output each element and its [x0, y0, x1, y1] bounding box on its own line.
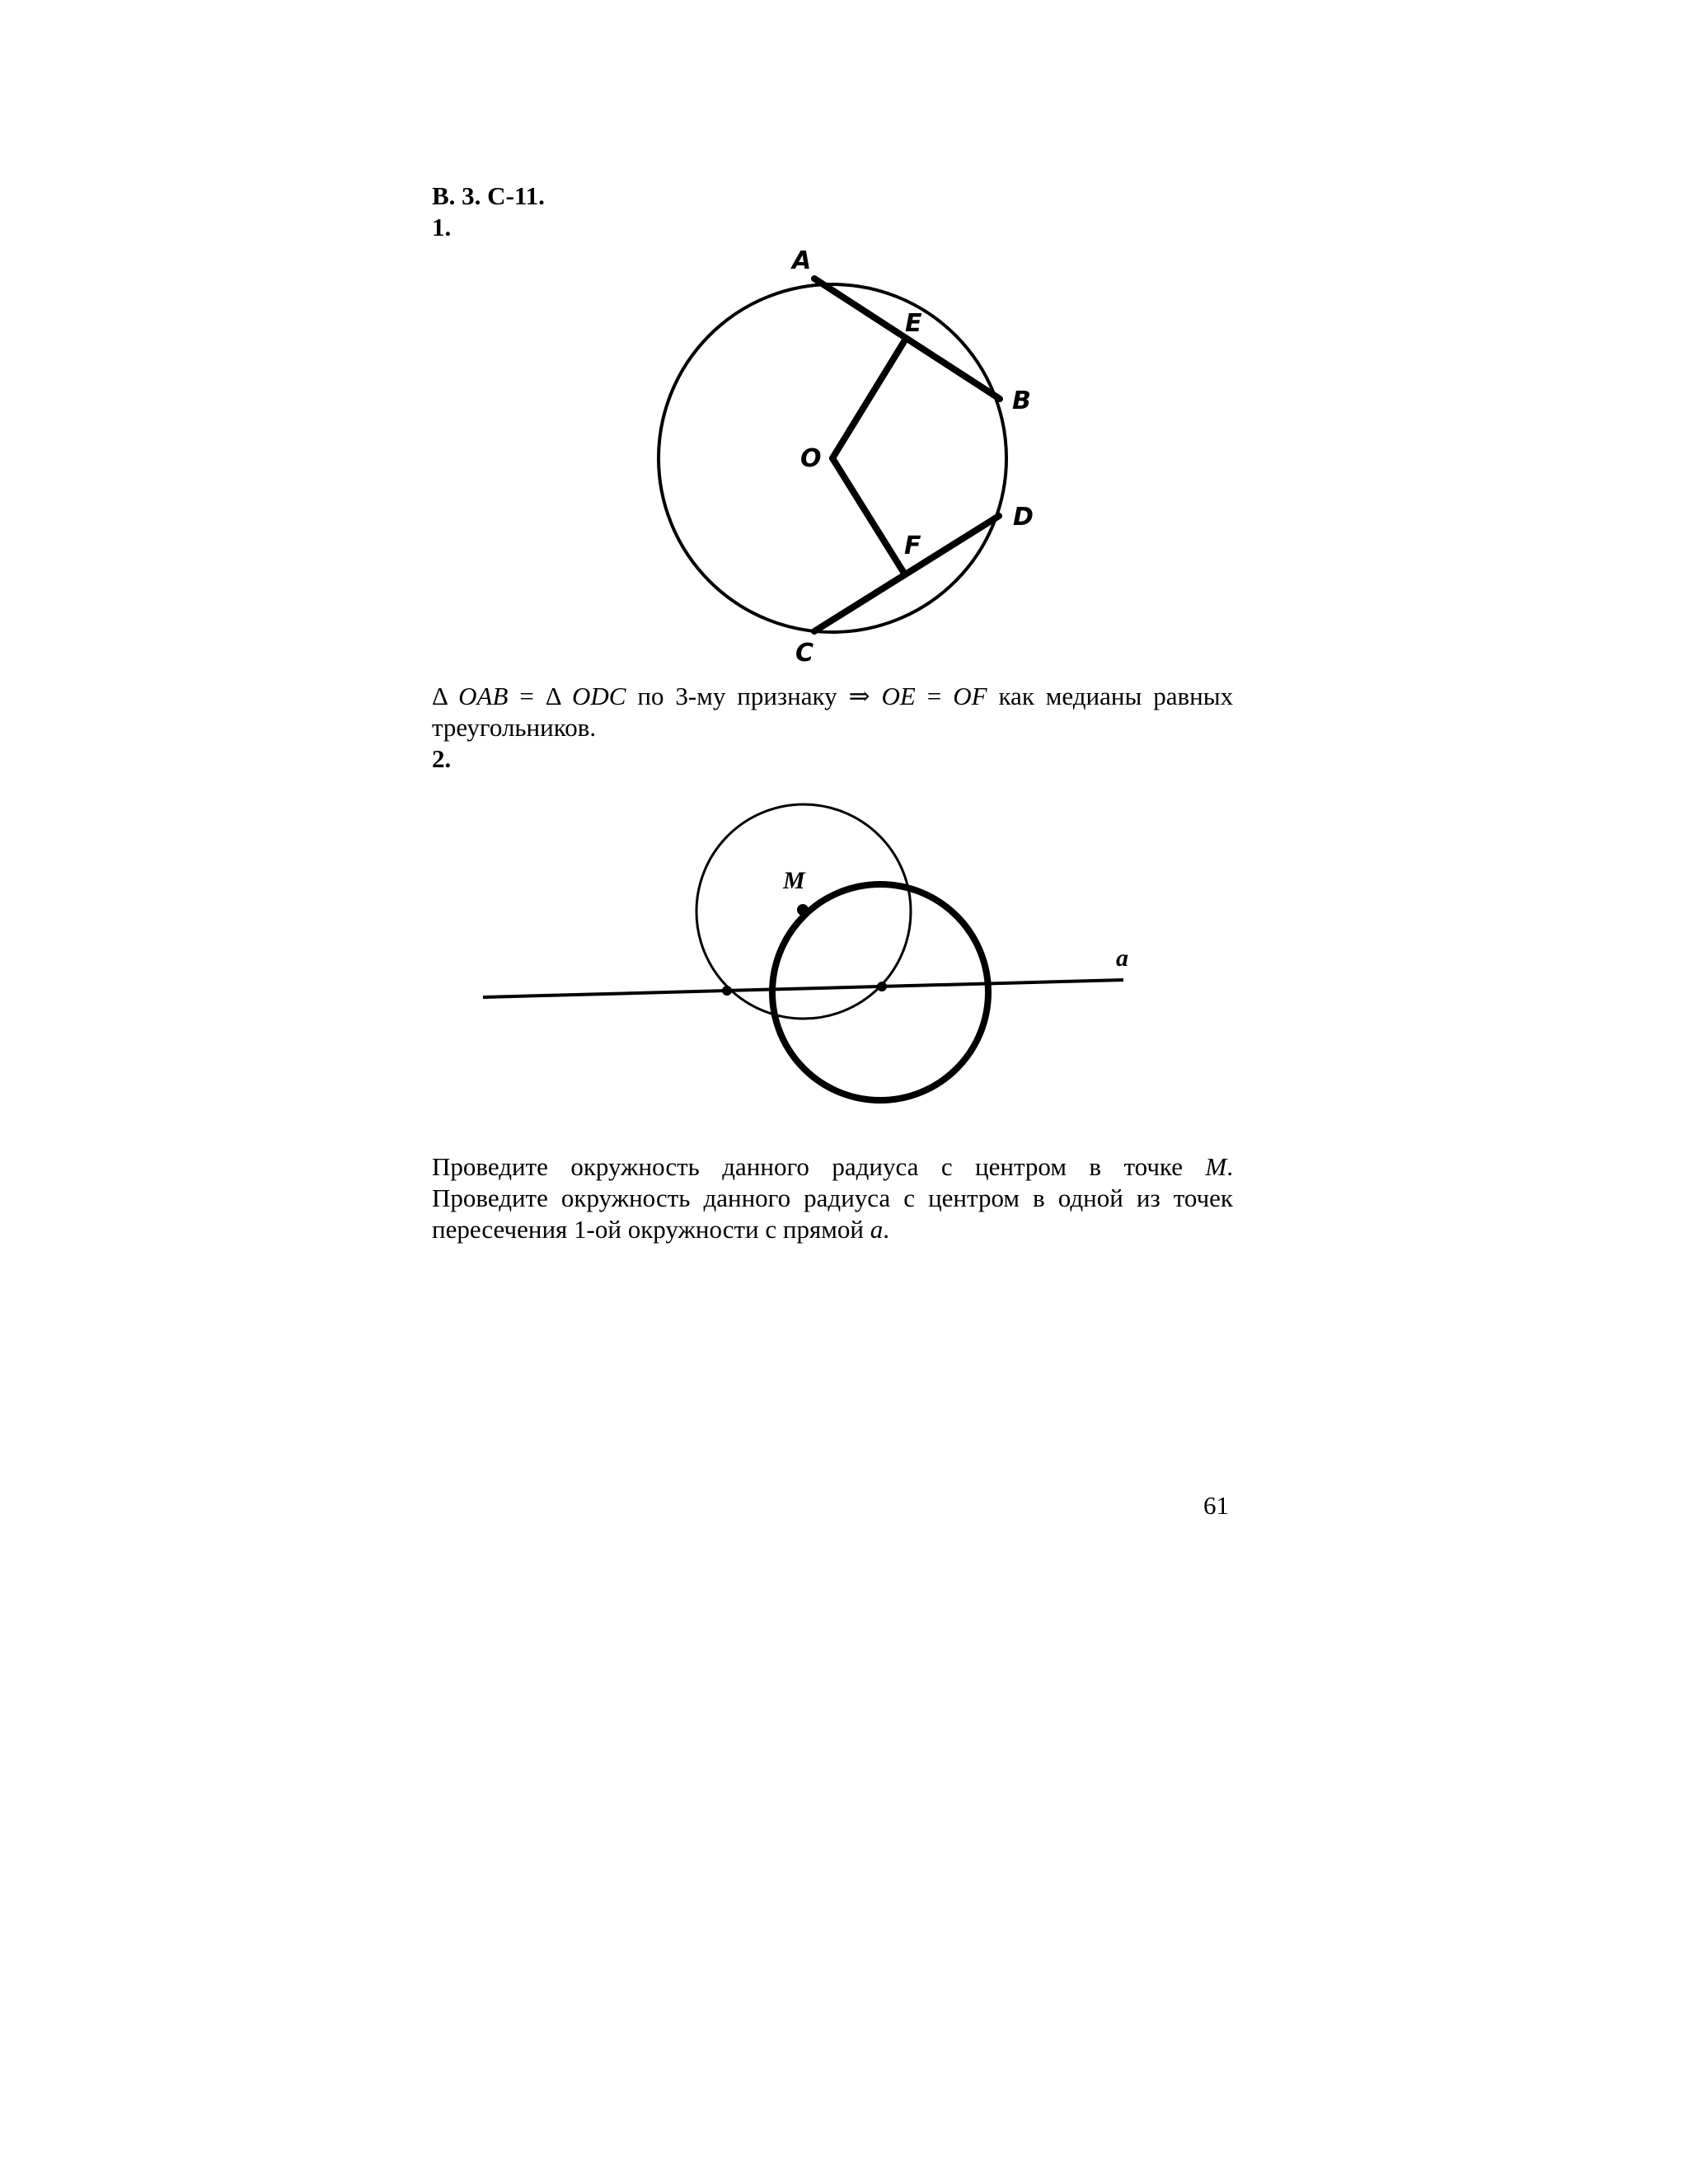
task-2-number: 2.	[432, 744, 452, 773]
second-circle	[772, 884, 988, 1100]
triangle-oab: OAB	[458, 682, 509, 710]
segment-of-text: OF	[953, 682, 987, 710]
intersection-point-2	[877, 982, 887, 991]
task-2-text-line-3: пересечения 1-ой окружности с прямой a.	[432, 1215, 889, 1244]
figure-1-circle-chords	[643, 231, 1055, 676]
segment-oe-text: OE	[881, 682, 916, 710]
task-2-text-line-2: Проведите окружность данного радиуса с центром в одной из точек	[432, 1183, 1233, 1212]
label-m: M	[783, 867, 805, 894]
variant-heading: В. 3. С-11.	[432, 181, 545, 210]
point-m-text: M	[1205, 1152, 1227, 1181]
label-e: E	[905, 309, 922, 338]
label-a-line: a	[1116, 944, 1128, 972]
label-d: D	[1013, 503, 1034, 532]
delta-symbol: Δ	[432, 682, 448, 710]
implies-arrow: ⇒	[848, 682, 870, 710]
label-f: F	[904, 532, 921, 560]
task-1-number: 1.	[432, 213, 452, 241]
segment-of	[832, 458, 903, 572]
label-o: O	[800, 444, 822, 473]
delta-symbol: Δ	[545, 682, 561, 710]
point-m	[797, 904, 809, 916]
segment-oe	[832, 339, 906, 458]
line-a	[483, 980, 1123, 997]
label-c: C	[795, 639, 814, 668]
intersection-point-1	[722, 986, 732, 996]
triangle-odc: ODC	[571, 682, 626, 710]
label-a: A	[792, 246, 812, 275]
task-1-statement-line-2: треугольников.	[432, 713, 597, 742]
line-a-text: a	[870, 1215, 884, 1244]
page-number: 61	[1203, 1491, 1229, 1520]
task-2-text-line-1: Проведите окружность данного радиуса с центром в точке M.	[432, 1152, 1233, 1181]
label-b: B	[1012, 387, 1031, 415]
task-1-statement-line-1: Δ OAB = Δ ODC по 3-му признаку ⇒ OE = OF как медианы равных	[432, 682, 1234, 710]
figure-2-circle-construction	[470, 799, 1162, 1113]
